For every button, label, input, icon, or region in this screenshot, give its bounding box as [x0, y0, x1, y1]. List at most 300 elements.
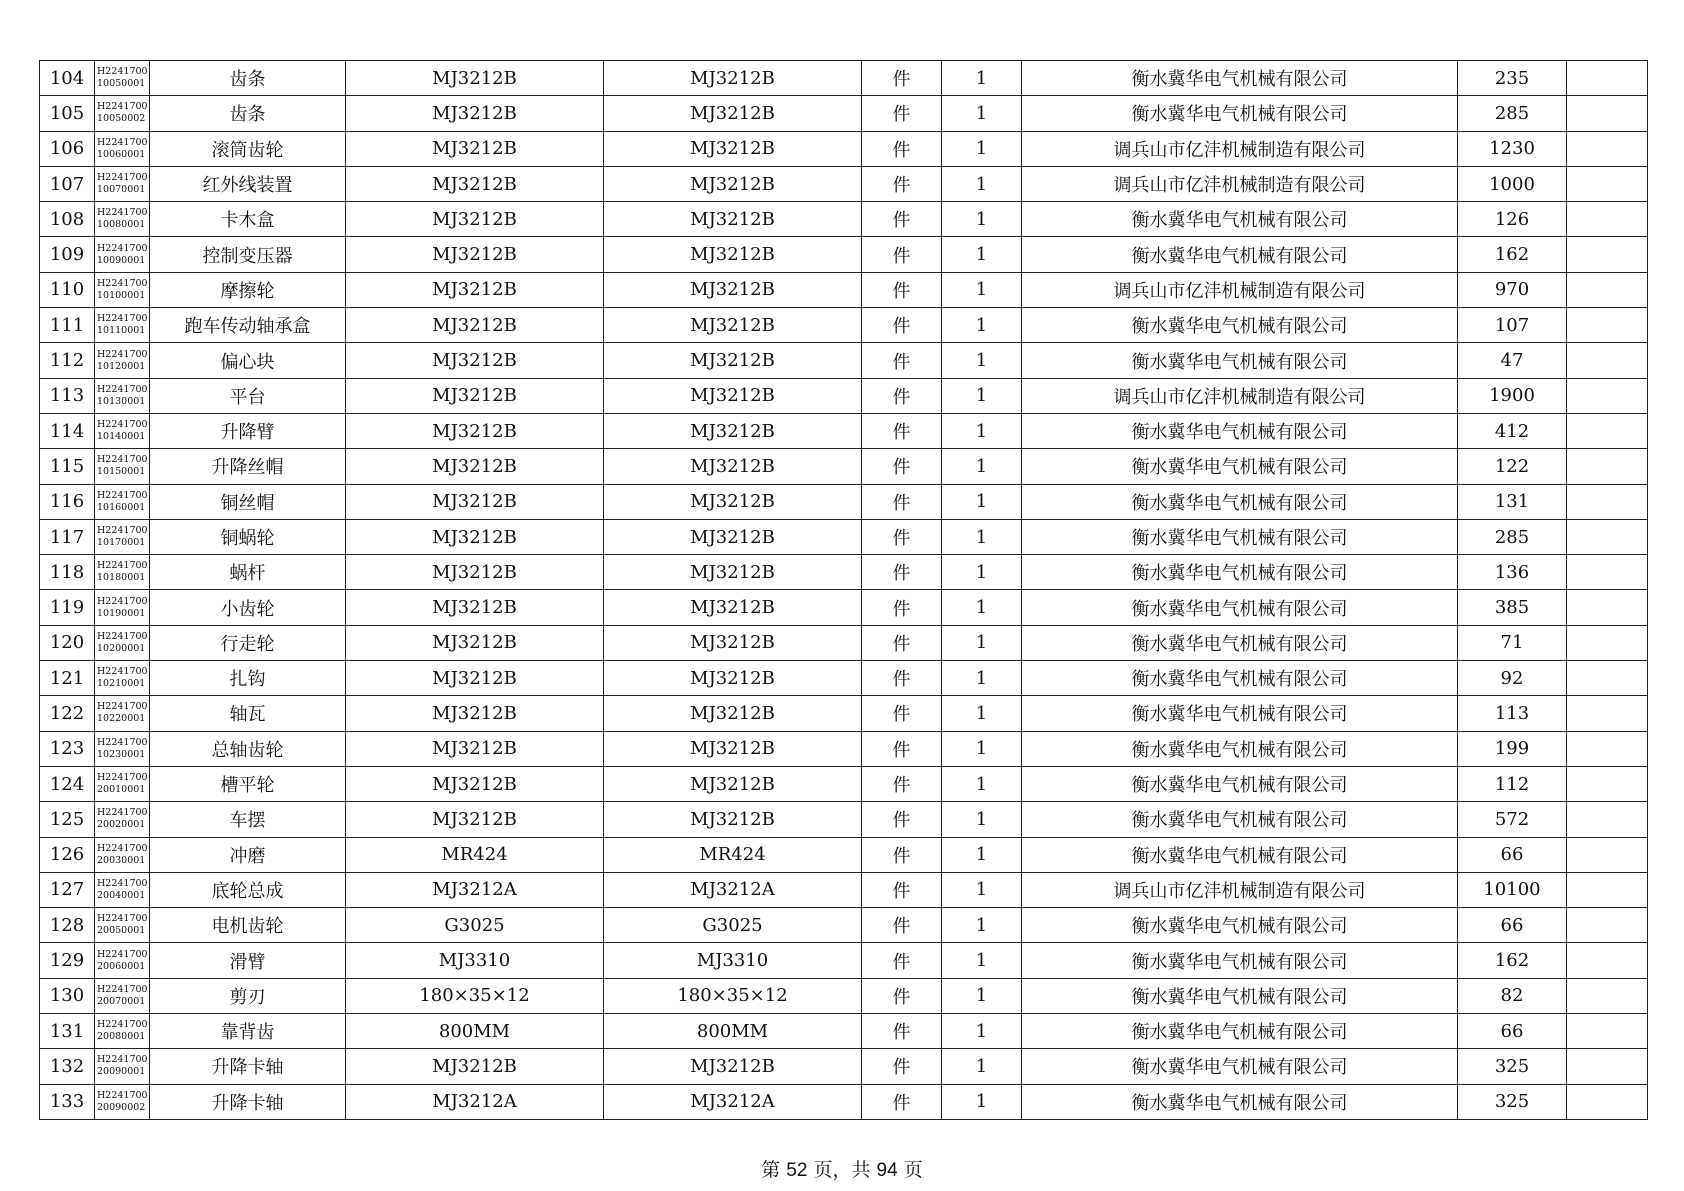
- model-cell: MJ3212A: [346, 872, 604, 907]
- item-name-cell: 升降卡轴: [150, 1084, 346, 1119]
- material-code-line-2: 10180001: [97, 572, 146, 584]
- material-code-cell: [95, 343, 150, 378]
- quantity-cell: 1: [942, 696, 1022, 731]
- material-code-line-1: H2241700: [97, 1054, 148, 1066]
- quantity-cell: 1: [942, 378, 1022, 413]
- price-cell: 131: [1458, 484, 1567, 519]
- material-code-line-2: 10130001: [97, 395, 146, 407]
- supplier-cell: 调兵山市亿沣机械制造有限公司: [1022, 131, 1458, 166]
- row-number-cell: 127: [40, 872, 95, 907]
- note-cell: [1567, 131, 1648, 166]
- model-cell: MJ3212B: [346, 413, 604, 448]
- supplier-cell: 衡水冀华电气机械有限公司: [1022, 1049, 1458, 1084]
- material-code-cell: [95, 625, 150, 660]
- note-cell: [1567, 449, 1648, 484]
- item-name-cell: 铜蜗轮: [150, 519, 346, 554]
- table-row: [40, 837, 1648, 872]
- unit-cell: 件: [862, 731, 942, 766]
- price-cell: 1000: [1458, 166, 1567, 201]
- note-cell: [1567, 96, 1648, 131]
- quantity-cell: 1: [942, 1014, 1022, 1049]
- model-cell: MJ3212B: [346, 343, 604, 378]
- row-number-cell: 110: [40, 272, 95, 307]
- item-name-cell: 偏心块: [150, 343, 346, 378]
- material-code-cell: [95, 661, 150, 696]
- model-cell: MJ3212B: [346, 661, 604, 696]
- model-cell: MJ3212B: [346, 484, 604, 519]
- price-cell: 162: [1458, 943, 1567, 978]
- row-number-cell: 133: [40, 1084, 95, 1119]
- spec-cell: MJ3212B: [604, 731, 862, 766]
- material-code-line-1: H2241700: [97, 595, 148, 607]
- material-code-line-1: H2241700: [97, 277, 148, 289]
- row-number-cell: 104: [40, 61, 95, 96]
- footer-prefix: 第: [761, 1159, 781, 1181]
- item-name-cell: 冲磨: [150, 837, 346, 872]
- price-cell: 47: [1458, 343, 1567, 378]
- model-cell: MJ3212B: [346, 590, 604, 625]
- spec-cell: MJ3212B: [604, 519, 862, 554]
- material-code-cell: [95, 1014, 150, 1049]
- material-code-line-2: 10050001: [97, 78, 146, 90]
- footer-suffix: 页: [903, 1159, 923, 1181]
- page-footer: [0, 1155, 1684, 1182]
- note-cell: [1567, 343, 1648, 378]
- model-cell: MJ3212B: [346, 378, 604, 413]
- material-code-line-2: 20010001: [97, 784, 146, 796]
- spec-cell: MJ3212B: [604, 590, 862, 625]
- unit-cell: 件: [862, 131, 942, 166]
- price-cell: 122: [1458, 449, 1567, 484]
- spec-cell: MJ3212B: [604, 202, 862, 237]
- material-code-line-1: H2241700: [97, 101, 148, 113]
- item-name-cell: 轴瓦: [150, 696, 346, 731]
- material-code-line-2: 10050002: [97, 113, 146, 125]
- quantity-cell: 1: [942, 413, 1022, 448]
- material-code-line-1: H2241700: [97, 489, 148, 501]
- quantity-cell: 1: [942, 555, 1022, 590]
- material-code-line-1: H2241700: [97, 807, 148, 819]
- quantity-cell: 1: [942, 943, 1022, 978]
- material-code-cell: [95, 308, 150, 343]
- material-code-line-2: 20050001: [97, 925, 146, 937]
- material-code-line-1: H2241700: [97, 383, 148, 395]
- row-number-cell: 116: [40, 484, 95, 519]
- material-code-cell: [95, 766, 150, 801]
- note-cell: [1567, 696, 1648, 731]
- material-code-cell: [95, 237, 150, 272]
- supplier-cell: 衡水冀华电气机械有限公司: [1022, 766, 1458, 801]
- supplier-cell: 衡水冀华电气机械有限公司: [1022, 661, 1458, 696]
- price-cell: 126: [1458, 202, 1567, 237]
- material-code-line-2: 20080001: [97, 1031, 146, 1043]
- note-cell: [1567, 731, 1648, 766]
- row-number-cell: 124: [40, 766, 95, 801]
- price-cell: 385: [1458, 590, 1567, 625]
- supplier-cell: 调兵山市亿沣机械制造有限公司: [1022, 272, 1458, 307]
- row-number-cell: 106: [40, 131, 95, 166]
- row-number-cell: 128: [40, 908, 95, 943]
- table-row: [40, 131, 1648, 166]
- table-row: [40, 308, 1648, 343]
- quantity-cell: 1: [942, 272, 1022, 307]
- supplier-cell: 衡水冀华电气机械有限公司: [1022, 96, 1458, 131]
- material-code-cell: [95, 872, 150, 907]
- spec-cell: MJ3212B: [604, 413, 862, 448]
- price-cell: 162: [1458, 237, 1567, 272]
- row-number-cell: 130: [40, 978, 95, 1013]
- unit-cell: 件: [862, 237, 942, 272]
- material-code-line-2: 20070001: [97, 995, 146, 1007]
- spec-cell: G3025: [604, 908, 862, 943]
- price-cell: 66: [1458, 908, 1567, 943]
- row-number-cell: 129: [40, 943, 95, 978]
- spec-cell: MJ3212B: [604, 96, 862, 131]
- note-cell: [1567, 308, 1648, 343]
- supplier-cell: 衡水冀华电气机械有限公司: [1022, 908, 1458, 943]
- table-row: [40, 519, 1648, 554]
- row-number-cell: 107: [40, 166, 95, 201]
- quantity-cell: 1: [942, 978, 1022, 1013]
- price-cell: 82: [1458, 978, 1567, 1013]
- item-name-cell: 卡木盒: [150, 202, 346, 237]
- row-number-cell: 105: [40, 96, 95, 131]
- supplier-cell: 衡水冀华电气机械有限公司: [1022, 978, 1458, 1013]
- table-row: [40, 378, 1648, 413]
- price-cell: 66: [1458, 1014, 1567, 1049]
- note-cell: [1567, 661, 1648, 696]
- material-code-line-1: H2241700: [97, 666, 148, 678]
- unit-cell: 件: [862, 555, 942, 590]
- price-cell: 325: [1458, 1049, 1567, 1084]
- model-cell: MJ3212B: [346, 96, 604, 131]
- table-row: [40, 166, 1648, 201]
- quantity-cell: 1: [942, 237, 1022, 272]
- table-row: [40, 237, 1648, 272]
- row-number-cell: 115: [40, 449, 95, 484]
- note-cell: [1567, 378, 1648, 413]
- supplier-cell: 衡水冀华电气机械有限公司: [1022, 555, 1458, 590]
- table-row: [40, 766, 1648, 801]
- unit-cell: 件: [862, 802, 942, 837]
- model-cell: MJ3212B: [346, 237, 604, 272]
- spec-cell: MJ3212A: [604, 1084, 862, 1119]
- material-code-line-2: 10070001: [97, 184, 146, 196]
- model-cell: MJ3212B: [346, 272, 604, 307]
- material-code-cell: [95, 802, 150, 837]
- spec-cell: MJ3212B: [604, 484, 862, 519]
- material-code-line-2: 10120001: [97, 360, 146, 372]
- unit-cell: 件: [862, 661, 942, 696]
- quantity-cell: 1: [942, 519, 1022, 554]
- material-code-line-1: H2241700: [97, 983, 148, 995]
- material-code-line-1: H2241700: [97, 313, 148, 325]
- model-cell: MJ3212B: [346, 802, 604, 837]
- model-cell: MJ3212B: [346, 166, 604, 201]
- material-code-line-2: 10090001: [97, 254, 146, 266]
- spec-cell: MJ3212B: [604, 272, 862, 307]
- material-code-cell: [95, 272, 150, 307]
- quantity-cell: 1: [942, 872, 1022, 907]
- material-code-cell: [95, 731, 150, 766]
- material-code-line-1: H2241700: [97, 207, 148, 219]
- quantity-cell: 1: [942, 96, 1022, 131]
- table-row: [40, 484, 1648, 519]
- quantity-cell: 1: [942, 766, 1022, 801]
- unit-cell: 件: [862, 308, 942, 343]
- quantity-cell: 1: [942, 61, 1022, 96]
- material-code-cell: [95, 590, 150, 625]
- material-code-cell: [95, 61, 150, 96]
- unit-cell: 件: [862, 96, 942, 131]
- price-cell: 325: [1458, 1084, 1567, 1119]
- note-cell: [1567, 1084, 1648, 1119]
- unit-cell: 件: [862, 696, 942, 731]
- note-cell: [1567, 61, 1648, 96]
- note-cell: [1567, 766, 1648, 801]
- material-code-cell: [95, 413, 150, 448]
- material-code-cell: [95, 484, 150, 519]
- note-cell: [1567, 1049, 1648, 1084]
- material-code-line-1: H2241700: [97, 419, 148, 431]
- note-cell: [1567, 413, 1648, 448]
- item-name-cell: 升降丝帽: [150, 449, 346, 484]
- row-number-cell: 113: [40, 378, 95, 413]
- model-cell: MJ3212B: [346, 625, 604, 660]
- material-code-line-2: 20060001: [97, 960, 146, 972]
- material-code-cell: [95, 378, 150, 413]
- item-name-cell: 剪刃: [150, 978, 346, 1013]
- quantity-cell: 1: [942, 131, 1022, 166]
- quantity-cell: 1: [942, 1084, 1022, 1119]
- spec-cell: 800MM: [604, 1014, 862, 1049]
- material-code-cell: [95, 449, 150, 484]
- material-code-line-2: 10170001: [97, 537, 146, 548]
- material-code-line-1: H2241700: [97, 172, 148, 184]
- note-cell: [1567, 590, 1648, 625]
- item-name-cell: 齿条: [150, 96, 346, 131]
- material-code-line-2: 20040001: [97, 889, 146, 901]
- table-row: [40, 590, 1648, 625]
- price-cell: 970: [1458, 272, 1567, 307]
- material-code-line-2: 10200001: [97, 642, 146, 654]
- row-number-cell: 123: [40, 731, 95, 766]
- table-row: [40, 802, 1648, 837]
- table-row: [40, 96, 1648, 131]
- table-row: [40, 1014, 1648, 1049]
- supplier-cell: 衡水冀华电气机械有限公司: [1022, 413, 1458, 448]
- table-row: [40, 1049, 1648, 1084]
- supplier-cell: 衡水冀华电气机械有限公司: [1022, 802, 1458, 837]
- material-code-line-2: 10060001: [97, 148, 146, 160]
- table-row: [40, 343, 1648, 378]
- material-code-cell: [95, 943, 150, 978]
- unit-cell: 件: [862, 413, 942, 448]
- note-cell: [1567, 908, 1648, 943]
- material-code-line-1: H2241700: [97, 454, 148, 466]
- unit-cell: 件: [862, 908, 942, 943]
- material-code-line-2: 10080001: [97, 219, 146, 231]
- table-row: [40, 449, 1648, 484]
- price-cell: 71: [1458, 625, 1567, 660]
- material-code-line-2: 20090001: [97, 1066, 146, 1078]
- item-name-cell: 升降臂: [150, 413, 346, 448]
- spec-cell: MJ3212B: [604, 308, 862, 343]
- material-code-line-2: 10110001: [97, 325, 146, 337]
- unit-cell: 件: [862, 61, 942, 96]
- model-cell: MJ3212B: [346, 308, 604, 343]
- row-number-cell: 111: [40, 308, 95, 343]
- table-row: [40, 908, 1648, 943]
- item-name-cell: 齿条: [150, 61, 346, 96]
- note-cell: [1567, 202, 1648, 237]
- material-code-line-2: 10220001: [97, 713, 146, 725]
- note-cell: [1567, 555, 1648, 590]
- material-code-line-2: 10210001: [97, 678, 146, 690]
- supplier-cell: 衡水冀华电气机械有限公司: [1022, 837, 1458, 872]
- note-cell: [1567, 837, 1648, 872]
- model-cell: G3025: [346, 908, 604, 943]
- price-cell: 199: [1458, 731, 1567, 766]
- supplier-cell: 衡水冀华电气机械有限公司: [1022, 449, 1458, 484]
- item-name-cell: 行走轮: [150, 625, 346, 660]
- note-cell: [1567, 272, 1648, 307]
- supplier-cell: 调兵山市亿沣机械制造有限公司: [1022, 872, 1458, 907]
- row-number-cell: 126: [40, 837, 95, 872]
- unit-cell: 件: [862, 837, 942, 872]
- supplier-cell: 衡水冀华电气机械有限公司: [1022, 1084, 1458, 1119]
- material-code-line-2: 20090002: [97, 1101, 146, 1113]
- table-row: [40, 61, 1648, 96]
- table-row: [40, 625, 1648, 660]
- supplier-cell: 衡水冀华电气机械有限公司: [1022, 519, 1458, 554]
- price-cell: 10100: [1458, 872, 1567, 907]
- spec-cell: MJ3212B: [604, 378, 862, 413]
- price-cell: 92: [1458, 661, 1567, 696]
- material-code-cell: [95, 978, 150, 1013]
- table-row: [40, 731, 1648, 766]
- item-name-cell: 车摆: [150, 802, 346, 837]
- material-code-line-1: H2241700: [97, 913, 148, 925]
- supplier-cell: 调兵山市亿沣机械制造有限公司: [1022, 378, 1458, 413]
- unit-cell: 件: [862, 766, 942, 801]
- spec-cell: MR424: [604, 837, 862, 872]
- row-number-cell: 122: [40, 696, 95, 731]
- material-code-line-1: H2241700: [97, 701, 148, 713]
- supplier-cell: 衡水冀华电气机械有限公司: [1022, 625, 1458, 660]
- supplier-cell: 衡水冀华电气机械有限公司: [1022, 237, 1458, 272]
- row-number-cell: 114: [40, 413, 95, 448]
- row-number-cell: 131: [40, 1014, 95, 1049]
- spec-cell: MJ3212B: [604, 1049, 862, 1084]
- supplier-cell: 衡水冀华电气机械有限公司: [1022, 61, 1458, 96]
- model-cell: MJ3212B: [346, 131, 604, 166]
- table-row: [40, 413, 1648, 448]
- material-code-cell: [95, 555, 150, 590]
- table-row: [40, 272, 1648, 307]
- table-body: [40, 61, 1648, 1120]
- price-cell: 112: [1458, 766, 1567, 801]
- material-code-cell: [95, 696, 150, 731]
- item-name-cell: 红外线装置: [150, 166, 346, 201]
- model-cell: 800MM: [346, 1014, 604, 1049]
- material-code-line-2: 10140001: [97, 431, 146, 443]
- unit-cell: 件: [862, 272, 942, 307]
- unit-cell: 件: [862, 166, 942, 201]
- price-cell: 412: [1458, 413, 1567, 448]
- model-cell: MJ3212B: [346, 449, 604, 484]
- quantity-cell: 1: [942, 202, 1022, 237]
- supplier-cell: 衡水冀华电气机械有限公司: [1022, 943, 1458, 978]
- quantity-cell: 1: [942, 908, 1022, 943]
- material-code-line-2: 20030001: [97, 854, 146, 866]
- model-cell: MJ3212B: [346, 519, 604, 554]
- quantity-cell: 1: [942, 837, 1022, 872]
- item-name-cell: 升降卡轴: [150, 1049, 346, 1084]
- unit-cell: 件: [862, 1084, 942, 1119]
- price-cell: 285: [1458, 519, 1567, 554]
- material-code-line-1: H2241700: [97, 842, 148, 854]
- quantity-cell: 1: [942, 166, 1022, 201]
- material-code-cell: [95, 166, 150, 201]
- note-cell: [1567, 943, 1648, 978]
- spec-cell: MJ3212B: [604, 766, 862, 801]
- unit-cell: 件: [862, 978, 942, 1013]
- quantity-cell: 1: [942, 343, 1022, 378]
- material-code-cell: [95, 519, 150, 554]
- note-cell: [1567, 1014, 1648, 1049]
- material-code-line-1: H2241700: [97, 948, 148, 960]
- unit-cell: 件: [862, 202, 942, 237]
- material-code-cell: [95, 202, 150, 237]
- item-name-cell: 总轴齿轮: [150, 731, 346, 766]
- price-cell: 1230: [1458, 131, 1567, 166]
- quantity-cell: 1: [942, 661, 1022, 696]
- note-cell: [1567, 872, 1648, 907]
- model-cell: MJ3212B: [346, 1049, 604, 1084]
- table-row: [40, 696, 1648, 731]
- quantity-cell: 1: [942, 625, 1022, 660]
- item-name-cell: 摩擦轮: [150, 272, 346, 307]
- row-number-cell: 119: [40, 590, 95, 625]
- item-name-cell: 滑臂: [150, 943, 346, 978]
- model-cell: MJ3212A: [346, 1084, 604, 1119]
- material-code-line-1: H2241700: [97, 525, 148, 536]
- unit-cell: 件: [862, 519, 942, 554]
- item-name-cell: 底轮总成: [150, 872, 346, 907]
- row-number-cell: 108: [40, 202, 95, 237]
- price-cell: 235: [1458, 61, 1567, 96]
- quantity-cell: 1: [942, 731, 1022, 766]
- row-number-cell: 120: [40, 625, 95, 660]
- item-name-cell: 蜗杆: [150, 555, 346, 590]
- table-row: [40, 661, 1648, 696]
- model-cell: MJ3310: [346, 943, 604, 978]
- spec-cell: MJ3212A: [604, 872, 862, 907]
- material-code-line-1: H2241700: [97, 630, 148, 642]
- row-number-cell: 125: [40, 802, 95, 837]
- supplier-cell: 衡水冀华电气机械有限公司: [1022, 484, 1458, 519]
- material-code-line-2: 20020001: [97, 819, 146, 831]
- price-cell: 572: [1458, 802, 1567, 837]
- material-code-line-2: 10100001: [97, 289, 146, 301]
- supplier-cell: 衡水冀华电气机械有限公司: [1022, 1014, 1458, 1049]
- item-name-cell: 平台: [150, 378, 346, 413]
- material-code-cell: [95, 1084, 150, 1119]
- material-code-line-1: H2241700: [97, 66, 148, 78]
- spec-cell: MJ3212B: [604, 343, 862, 378]
- model-cell: MJ3212B: [346, 766, 604, 801]
